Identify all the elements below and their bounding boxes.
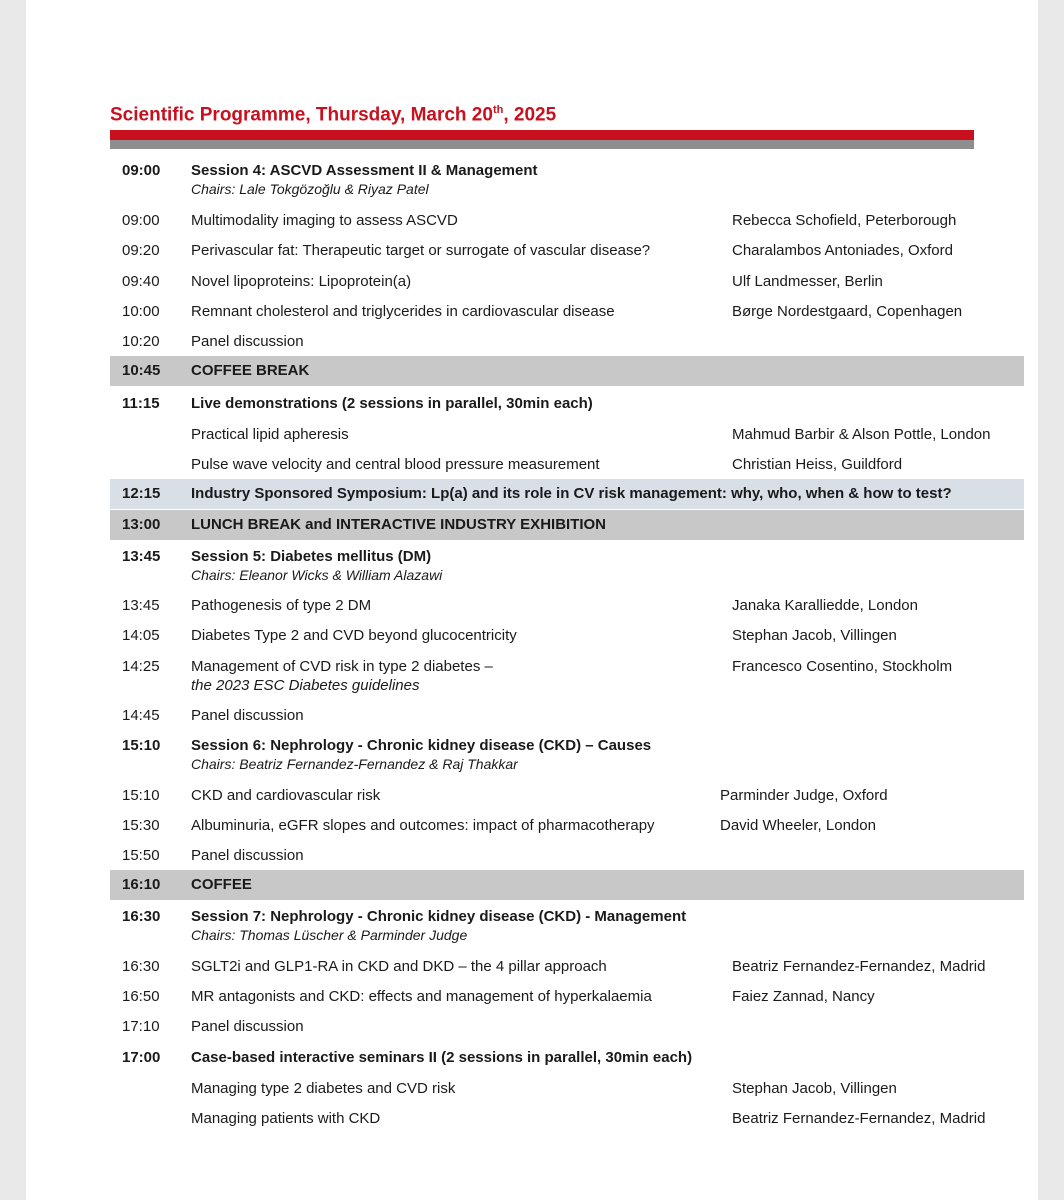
session-chairs: Chairs: Eleanor Wicks & William Alazawi <box>191 567 443 583</box>
session-chairs: Chairs: Lale Tokgözoğlu & Riyaz Patel <box>191 181 429 197</box>
break-row: 10:45 COFFEE BREAK <box>110 356 1024 386</box>
break-row: 13:00 LUNCH BREAK and INTERACTIVE INDUSTRY EXHIBITION <box>110 510 1024 540</box>
title-superscript: th <box>492 104 504 116</box>
session-chairs: Chairs: Beatriz Fernandez-Fernandez & Raj Thakkar <box>191 756 518 772</box>
title-grey-rule <box>110 140 974 149</box>
break-row: 16:10 COFFEE <box>110 870 1024 900</box>
sponsored-row: 12:15 Industry Sponsored Symposium: Lp(a) and its role in CV risk management: why, who, when & how to test? <box>110 479 1024 509</box>
session-chairs: Chairs: Thomas Lüscher & Parminder Judge <box>191 927 468 943</box>
title-red-rule <box>110 130 974 140</box>
page-title: Scientific Programme, Thursday, March 20th, 2025 <box>110 104 557 126</box>
